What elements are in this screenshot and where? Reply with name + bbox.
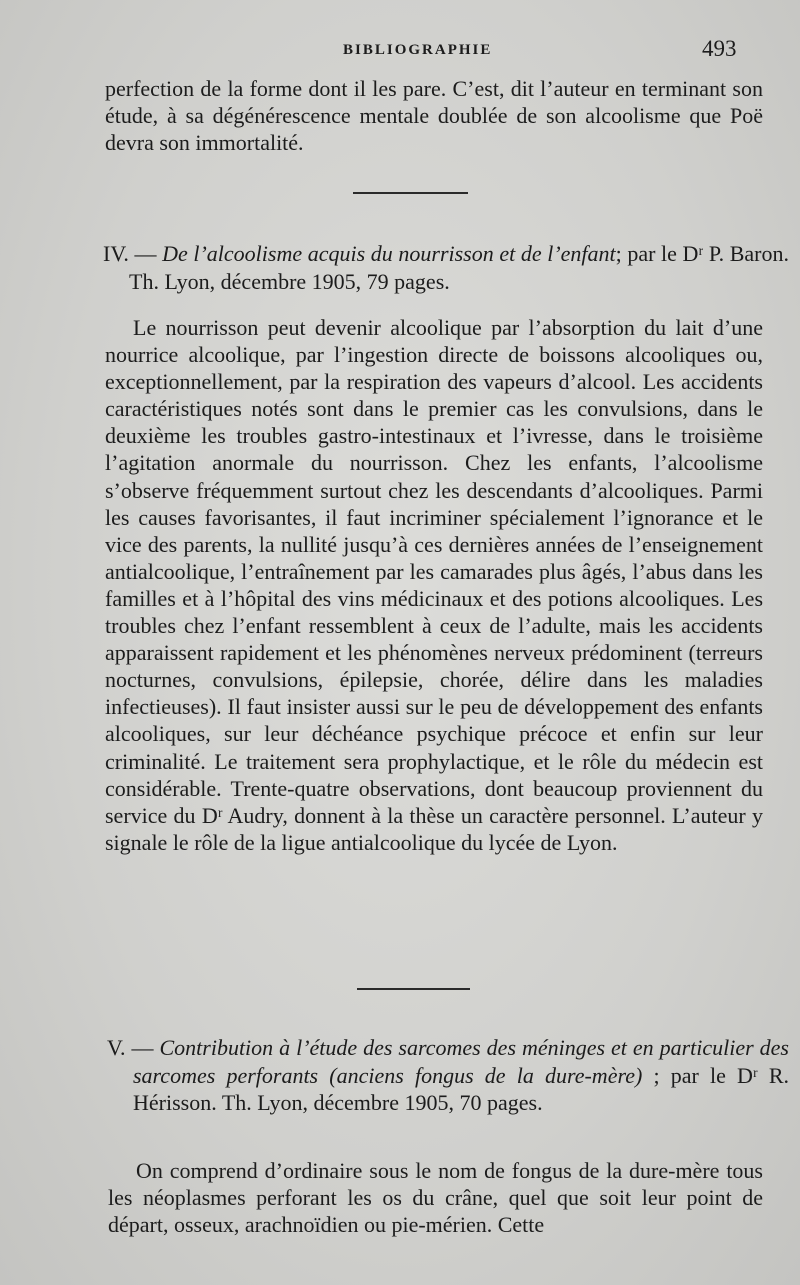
running-head-title: BIBLIOGRAPHIE bbox=[343, 42, 493, 58]
review-paragraph-iv: Le nourrisson peut devenir alcoolique par l’absorption du lait d’une nourrice alcoolique, par l’ingestion directe de boissons alcooliques ou, exceptionnellement, par la respiration des vapeurs d’alcool. Les accidents caractéristiques notés sont dans le premier cas les convulsions, dans le deuxième les troubles gastro-intestinaux et l’ivresse, dans le troisième l’agitation anormale du nourrisson. Chez les enfants, l’alcoolisme s’observe fréquemment surtout chez les descendants d’alcooliques. Parmi les causes favorisantes, il faut incriminer spécialement l’ignorance et le vice des parents, la nullité jusqu’à ces dernières années de l’enseignement antialcoolique, l’entraînement par les camarades plus âgés, l’abus dans les familles et à l’hôpital des vins médicinaux et des potions alcooliques. Les troubles chez l’enfant ressemblent à ceux de l’adulte, mais les accidents apparaissent rapidement et les phénomènes nerveux prédominent (terreurs nocturnes, convulsions, épilepsie, chorée, délire dans les maladies infectieuses). Il faut insister aussi sur le peu de développement des enfants alcooliques, sur leur déchéance psychique précoce et enfin sur leur criminalité. Le traitement sera prophylactique, et le rôle du médecin est considérable. Trente-quatre observations, dont beaucoup proviennent du service du Dʳ Audry, donnent à la thèse un caractère personnel. L’auteur y signale le rôle de la ligue antialcoolique du lycée de Lyon. bbox=[105, 315, 763, 855]
entry-number: V. — bbox=[107, 1035, 160, 1060]
intro-paragraph: perfection de la forme dont il les pare. C’est, dit l’auteur en terminant son étude, à sa dégénérescence mentale doublée de son alcoolisme que Poë devra son immortalité. bbox=[105, 76, 763, 156]
bibliography-entry-iv bbox=[103, 240, 789, 295]
section-divider bbox=[353, 192, 468, 194]
entry-details: ; par le Dʳ P. Baron. Th. Lyon, décembre 1905, 79 pages. bbox=[129, 241, 789, 294]
entry-details: ; par le Dʳ R. Hérisson. Th. Lyon, décembre 1905, 70 pages. bbox=[133, 1062, 789, 1115]
bibliography-entry-v bbox=[107, 1034, 789, 1117]
review-paragraph-v: On comprend d’ordinaire sous le nom de fongus de la dure-mère tous les néoplasmes perforant les os du crâne, quel que soit leur point de départ, osseux, arachnoïdien ou pie-mérien. Cette bbox=[108, 1158, 763, 1238]
running-head bbox=[0, 34, 800, 70]
page-number: 493 bbox=[702, 36, 737, 61]
section-divider bbox=[357, 988, 470, 990]
entry-number: IV. — bbox=[103, 241, 163, 266]
entry-title: De l’alcoolisme acquis du nourrisson et de l’enfant bbox=[162, 241, 616, 266]
entry-title: Contribution à l’étude des sarcomes des méninges et en particulier des sarcomes perforants (anciens fongus de la dure-mère) bbox=[133, 1035, 789, 1088]
